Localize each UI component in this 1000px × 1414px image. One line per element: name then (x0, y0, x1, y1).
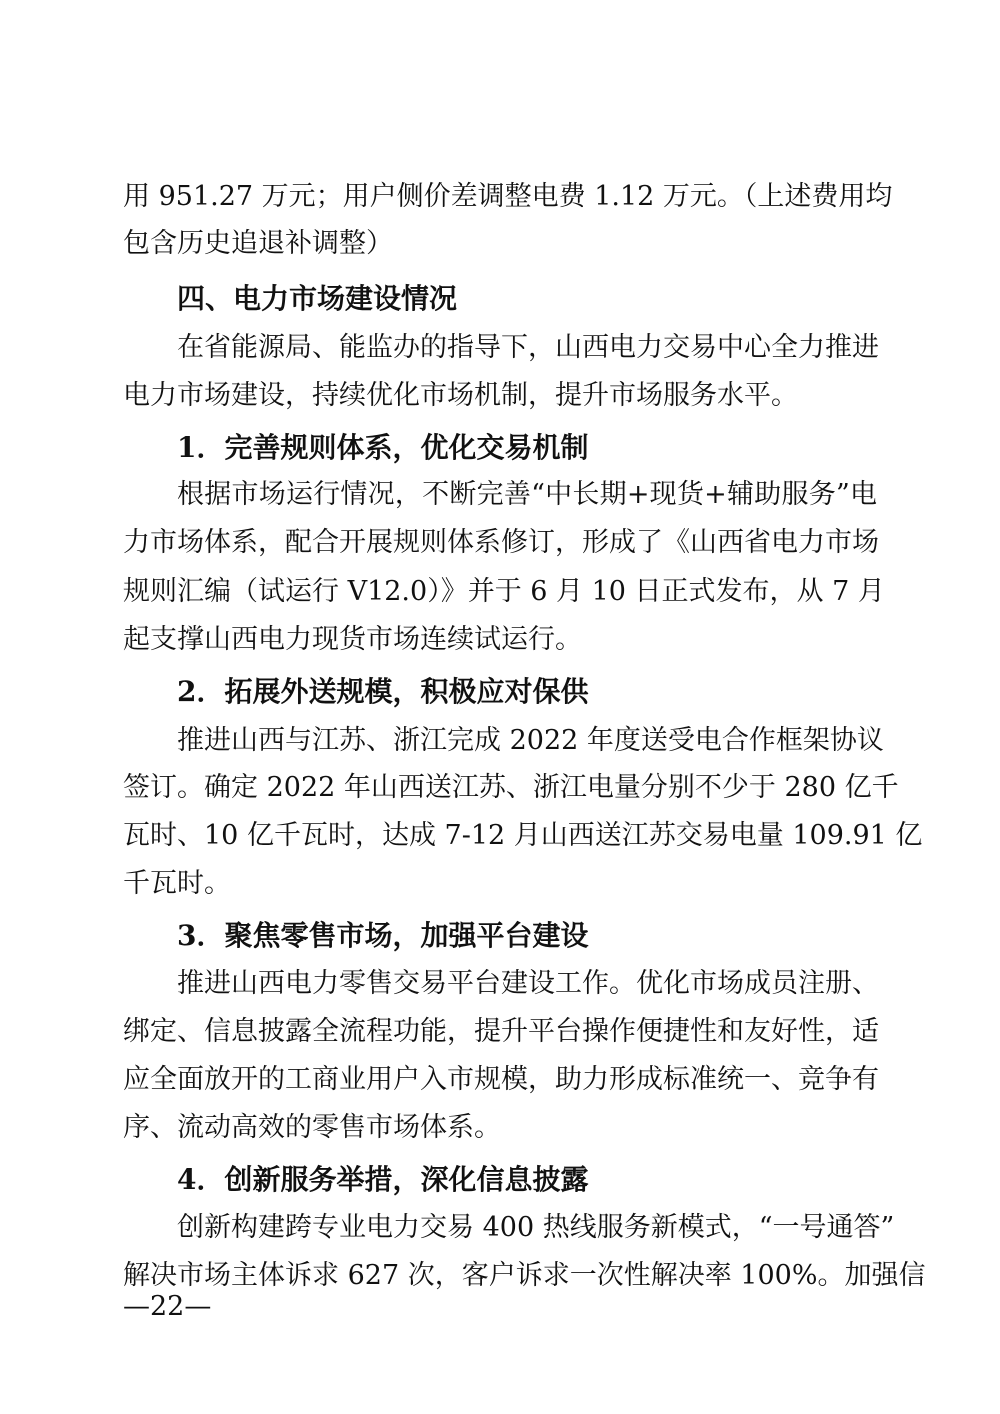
text-line: 起支撑山西电力现货市场连续试运行。 (123, 624, 582, 655)
item-heading: 3．聚焦零售市场，加强平台建设 (177, 919, 589, 952)
item-heading: 2．拓展外送规模，积极应对保供 (177, 675, 589, 708)
text-line: 推进山西电力零售交易平台建设工作。优化市场成员注册、 (177, 968, 879, 999)
item-heading: 1．完善规则体系，优化交易机制 (177, 431, 589, 464)
text-line: 签订。确定 2022 年山西送江苏、浙江电量分别不少于 280 亿千 (123, 772, 899, 803)
text-line: 千瓦时。 (123, 868, 231, 899)
item-heading: 4．创新服务举措，深化信息披露 (177, 1163, 589, 1196)
text-line: 包含历史追退补调整） (123, 228, 393, 259)
text-line: 应全面放开的工商业用户入市规模，助力形成标准统一、竞争有 (123, 1064, 879, 1095)
text-line: 电力市场建设，持续优化市场机制，提升市场服务水平。 (123, 380, 798, 411)
text-line: 规则汇编（试运行 V12.0）》并于 6 月 10 日正式发布，从 7 月 (123, 576, 885, 607)
text-line: 推进山西与江苏、浙江完成 2022 年度送受电合作框架协议 (177, 725, 884, 756)
text-line: 绑定、信息披露全流程功能，提升平台操作便捷性和友好性，适 (123, 1016, 879, 1047)
text-line: 解决市场主体诉求 627 次，客户诉求一次性解决率 100%。加强信 (123, 1260, 926, 1291)
text-line: 序、流动高效的零售市场体系。 (123, 1112, 501, 1143)
text-line: 瓦时、10 亿千瓦时，达成 7-12 月山西送江苏交易电量 109.91 亿 (123, 820, 923, 851)
page-number: —22— (123, 1291, 212, 1322)
text-line: 创新构建跨专业电力交易 400 热线服务新模式，“一号通答” (177, 1212, 895, 1243)
text-line: 力市场体系，配合开展规则体系修订，形成了《山西省电力市场 (123, 527, 879, 558)
text-line: 用 951.27 万元；用户侧价差调整电费 1.12 万元。（上述费用均 (123, 181, 893, 212)
text-line: 根据市场运行情况，不断完善“中长期+现货+辅助服务”电 (177, 479, 877, 510)
text-line: 在省能源局、能监办的指导下，山西电力交易中心全力推进 (177, 332, 879, 363)
section-heading: 四、电力市场建设情况 (177, 282, 458, 315)
